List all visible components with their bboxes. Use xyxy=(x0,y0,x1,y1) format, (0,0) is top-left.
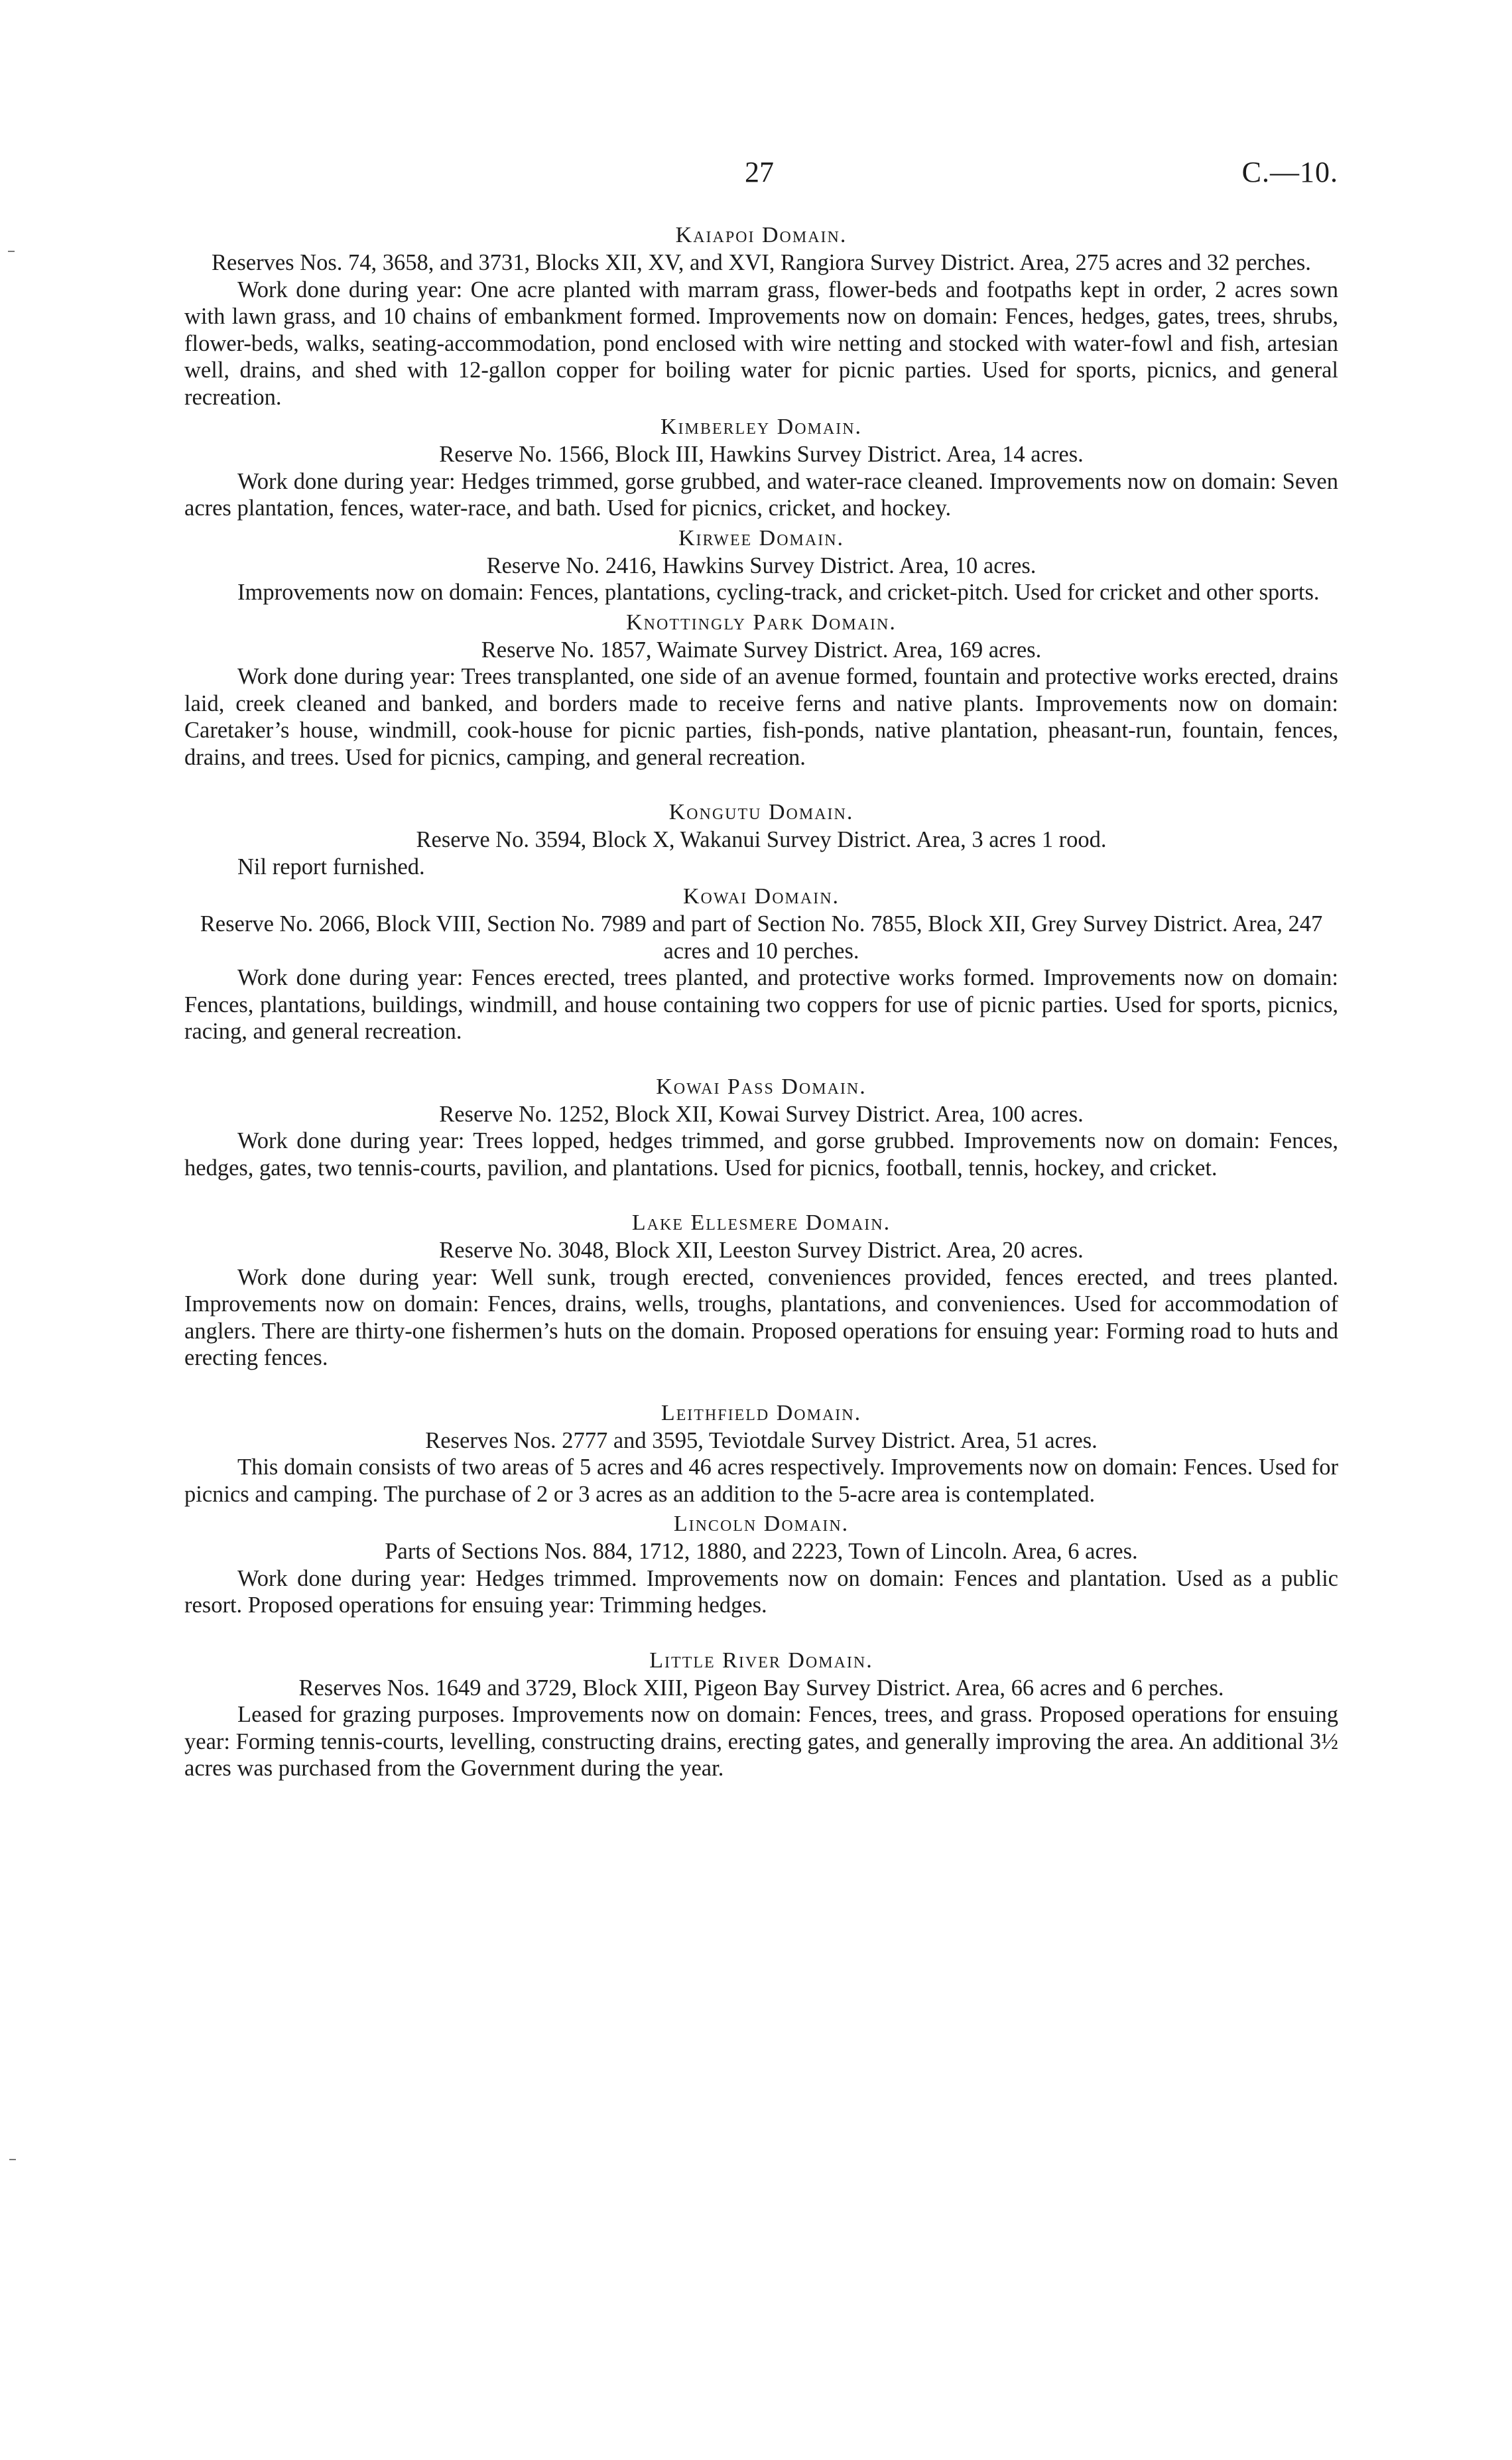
domain-title: Kimberley Domain. xyxy=(660,415,863,439)
margin-mark xyxy=(8,251,15,252)
reserve-line: Reserve No. 1857, Waimate Survey District. Area, 169 acres. xyxy=(481,637,1042,663)
domain-section-little-river xyxy=(184,1644,1338,1782)
domain-title: Knottingly Park Domain. xyxy=(626,610,897,635)
domain-report: Leased for grazing purposes. Improvements now on domain: Fences, trees, and grass. Proposed operations for ensuing year: Forming tennis-courts, levelling, constructing drains, erecting gates, and generally improving the area. An additional 3½ acres was purchased from the Government during the year. xyxy=(184,1702,1338,1781)
domain-report: Work done during year: Trees transplanted, one side of an avenue formed, fountain and protective works erected, drains laid, creek cleaned and banked, and borders made to receive ferns and native plants. Improvements now on domain: Caretaker’s house, windmill, cook-house for picnic parties, fish-ponds, native plantation, pheasant-run, fountain, fences, drains, and trees. Used for picnics, camping, and general recreation. xyxy=(184,664,1338,770)
page-header xyxy=(184,156,1338,219)
domain-title: Kongutu Domain. xyxy=(668,800,854,824)
domain-title: Leithfield Domain. xyxy=(661,1400,862,1425)
margin-mark xyxy=(9,2159,16,2160)
domain-report: Work done during year: Hedges trimmed, gorse grubbed, and water-race cleaned. Improvements now on domain: Seven acres plantation, fences, water-race, and bath. Used for picnics, cricket, and hockey. xyxy=(184,468,1338,521)
domain-section-kongutu xyxy=(184,796,1338,880)
domain-section-lake-ellesmere xyxy=(184,1206,1338,1372)
domain-title: Lincoln Domain. xyxy=(673,1512,850,1536)
domain-title: Kirwee Domain. xyxy=(678,525,845,550)
reserve-line: Reserves Nos. 1649 and 3729, Block XIII, Pigeon Bay Survey District. Area, 66 acres and 6 perches. xyxy=(298,1675,1224,1701)
domain-section-kowai-pass xyxy=(184,1070,1338,1182)
domain-report: Improvements now on domain: Fences, plantations, cycling-track, and cricket-pitch. Used for cricket and other sports. xyxy=(237,580,1320,605)
domain-report: Work done during year: Trees lopped, hedges trimmed, and gorse grubbed. Improvements now on domain: Fences, hedges, gates, two tennis-courts, pavilion, and plantations. Used for picnics, football, tennis, hockey, and cricket. xyxy=(184,1128,1338,1181)
domain-report: Work done during year: Fences erected, trees planted, and protective works formed. Improvements now on domain: Fences, plantations, buildings, windmill, and house containing two coppers for use of picnic parties. Used for sports, picnics, racing, and general recreation. xyxy=(184,965,1338,1044)
domain-title: Lake Ellesmere Domain. xyxy=(631,1210,891,1235)
reserve-line: Reserve No. 3594, Block X, Wakanui Survey District. Area, 3 acres 1 rood. xyxy=(416,827,1107,852)
domain-section-kirwee xyxy=(184,522,1338,606)
domain-title: Kowai Domain. xyxy=(682,884,840,909)
reserve-line: Reserve No. 3048, Block XII, Leeston Survey District. Area, 20 acres. xyxy=(439,1238,1084,1263)
domain-section-kaiapoi xyxy=(184,219,1338,411)
domain-section-leithfield xyxy=(184,1397,1338,1508)
reserve-line: Reserve No. 2066, Block VIII, Section No. 7989 and part of Section No. 7855, Block XII, Grey Survey District. Area, 247 acres and 10 perches. xyxy=(200,911,1323,964)
reserve-line: Reserve No. 2416, Hawkins Survey District. Area, 10 acres. xyxy=(486,552,1037,578)
domain-section-knottingly-park xyxy=(184,606,1338,771)
domain-report: Work done during year: Hedges trimmed. Improvements now on domain: Fences and plantation. Used as a public resort. Proposed operations for ensuing year: Trimming hedges. xyxy=(184,1565,1338,1618)
reserve-line: Reserves Nos. 74, 3658, and 3731, Blocks XII, XV, and XVI, Rangiora Survey District. Area, 275 acres and 32 perches. xyxy=(212,250,1311,275)
reserve-line: Reserves Nos. 2777 and 3595, Teviotdale Survey District. Area, 51 acres. xyxy=(425,1427,1098,1453)
domain-title: Kowai Pass Domain. xyxy=(656,1074,867,1099)
reserve-line: Parts of Sections Nos. 884, 1712, 1880, and 2223, Town of Lincoln. Area, 6 acres. xyxy=(385,1539,1138,1564)
domain-report: This domain consists of two areas of 5 acres and 46 acres respectively. Improvements now on domain: Fences. Used for picnics and camping. The purchase of 2 or 3 acres as an addition to the 5-acre area is contemplated. xyxy=(184,1455,1338,1507)
reserve-line: Reserve No. 1252, Block XII, Kowai Survey District. Area, 100 acres. xyxy=(439,1101,1084,1127)
page-number: 27 xyxy=(745,156,774,188)
domain-section-kimberley xyxy=(184,411,1338,522)
document-page xyxy=(184,156,1338,1782)
domain-title: Little River Domain. xyxy=(649,1648,873,1673)
domain-report: Work done during year: Well sunk, trough erected, conveniences provided, fences erected, and trees planted. Improvements now on domain: Fences, drains, wells, troughs, plantations, and conveniences. Used for accommodation of anglers. There are thirty-one fishermen’s huts on the domain. Proposed operations for ensuing year: Forming road to huts and erecting fences. xyxy=(184,1264,1338,1370)
report-code: C.—10. xyxy=(1241,156,1338,188)
reserve-line: Reserve No. 1566, Block III, Hawkins Survey District. Area, 14 acres. xyxy=(439,442,1084,467)
domain-report: Nil report furnished. xyxy=(237,854,425,879)
domain-section-lincoln xyxy=(184,1508,1338,1619)
domain-report: Work done during year: One acre planted with marram grass, flower-beds and footpaths kept in order, 2 acres sown with lawn grass, and 10 chains of embankment formed. Improvements now on domain: Fences, hedges, gates, trees, shrubs, flower-beds, walks, seating-accommodation, pond enclosed with wire netting and stocked with water-fowl and fish, artesian well, drains, and shed with 12-gallon copper for boiling water for picnic parties. Used for sports, picnics, and general recreation. xyxy=(184,277,1338,410)
domain-section-kowai xyxy=(184,880,1338,1045)
domain-title: Kaiapoi Domain. xyxy=(675,223,848,247)
